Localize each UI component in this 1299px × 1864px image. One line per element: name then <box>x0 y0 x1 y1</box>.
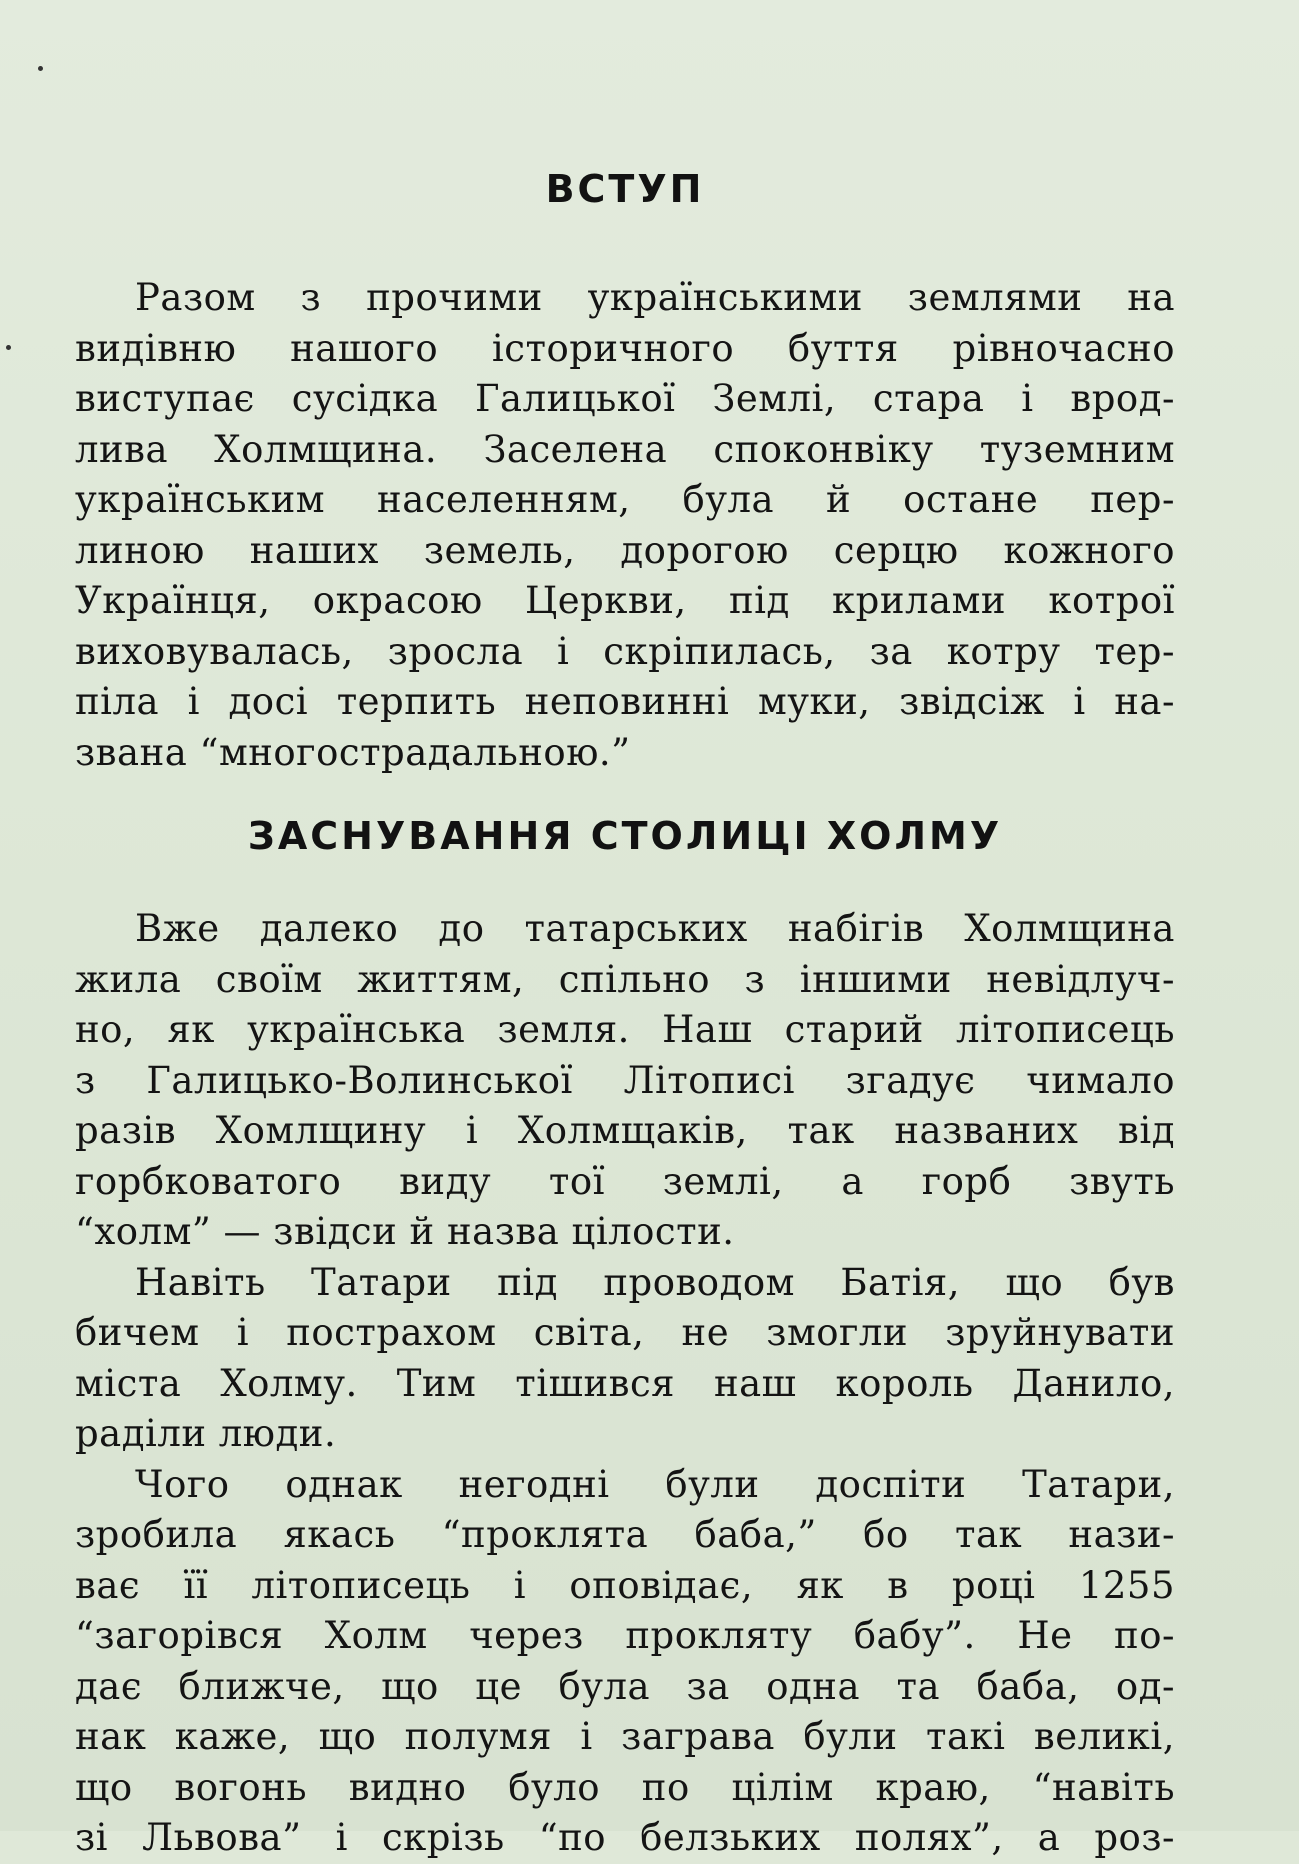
text-line: піла і досі терпить неповинні муки, звідсіж і на- <box>75 680 1175 723</box>
text-line: з Галицько-Волинської Літописі згадує чимало <box>75 1058 1175 1102</box>
paragraph-2 <box>75 1258 1175 1460</box>
text-line: виховувалась, зросла і скріпилась, за котру тер- <box>75 629 1175 673</box>
speck-mark <box>6 345 11 350</box>
text-line: горбковатого виду тої землі, а горб звуть <box>75 1159 1175 1203</box>
text-line: ває її літописець і оповідає, як в році 1255 <box>75 1563 1175 1607</box>
text-line: виступає сусідка Галицької Землі, стара і врод- <box>75 377 1175 420</box>
heading-founding: ЗАСНУВАННЯ СТОЛИЦІ ХОЛМУ <box>247 814 1003 858</box>
paragraph-3 <box>75 1460 1175 1864</box>
text-line: Навіть Татари під проводом Батія, що був <box>135 1260 1175 1304</box>
text-line: нак каже, що полумя і заграва були такі великі, <box>75 1715 1175 1758</box>
page-content <box>75 165 1175 1864</box>
heading-intro: ВСТУП <box>545 167 705 211</box>
text-line: зі Львова” і скрізь “по белзьких полях”, а роз- <box>75 1816 1175 1859</box>
speck-mark <box>38 66 43 71</box>
text-line: міста Холму. Тим тішився наш король Данило, <box>75 1361 1175 1405</box>
text-line: Вже далеко до татарських набігів Холмщина <box>135 907 1175 950</box>
text-line: “холм” — звідси й назва цілости. <box>75 1210 735 1253</box>
text-line: разів Хомлщину і Холмщаків, так названих від <box>75 1109 1175 1152</box>
text-line: жила своїм життям, спільно з іншими невідлуч- <box>75 957 1175 1001</box>
intro-paragraph <box>75 273 1175 778</box>
text-line: линою наших земель, дорогою серцю кожного <box>75 528 1175 572</box>
text-line: українським населенням, була й остане пер- <box>75 478 1175 521</box>
text-line: зробила якась “проклята баба,” бо так нази- <box>75 1513 1175 1556</box>
text-line: Разом з прочими українськими землями на <box>135 276 1175 319</box>
text-line: Чого однак негодні були доспіти Татари, <box>135 1462 1175 1506</box>
text-line: бичем і пострахом світа, не змогли зруйнувати <box>75 1311 1175 1354</box>
text-line: раділи люди. <box>75 1412 337 1455</box>
text-line: звана “многострадальною.” <box>75 730 631 774</box>
text-line: видівню нашого історичного буття рівночасно <box>75 326 1175 370</box>
text-line: но, як українська земля. Наш старий літописець <box>75 1008 1175 1051</box>
text-line: “загорівся Холм через прокляту бабу”. Не по- <box>75 1614 1175 1657</box>
paragraph-1 <box>75 904 1175 1258</box>
text-line: лива Холмщина. Заселена споконвіку туземним <box>75 427 1175 471</box>
text-line: дає ближче, що це була за одна та баба, од- <box>75 1664 1175 1708</box>
text-line: що вогонь видно було по цілім краю, “навіть <box>75 1765 1175 1809</box>
text-line: Українця, окрасою Церкви, під крилами котрої <box>75 579 1175 622</box>
